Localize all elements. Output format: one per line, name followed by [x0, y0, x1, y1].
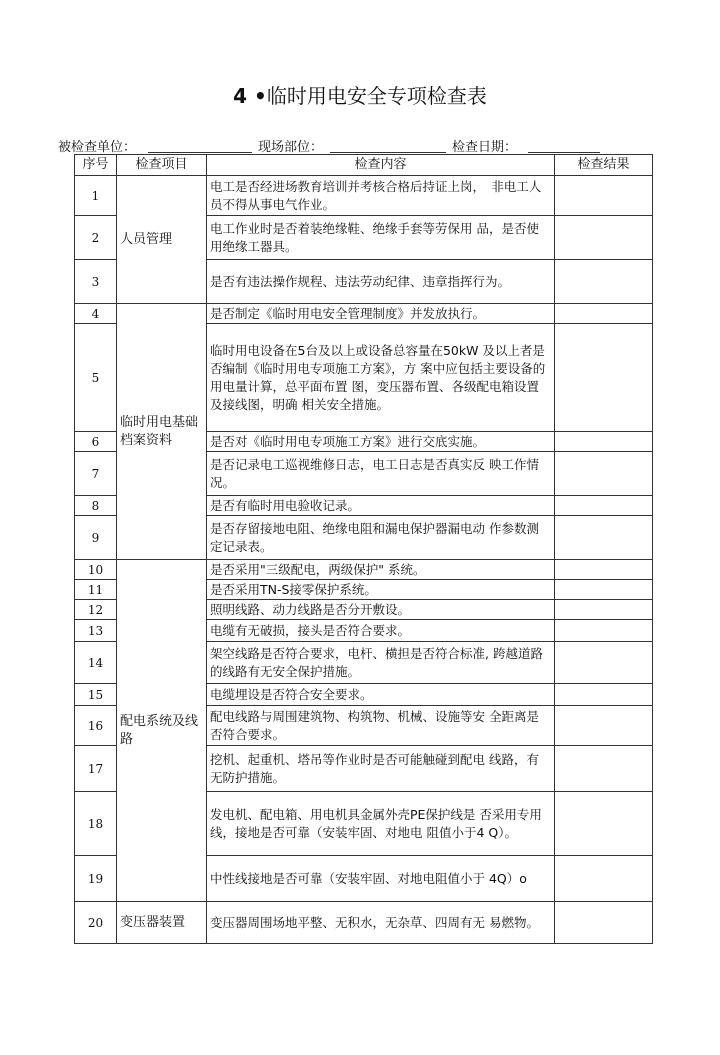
- row-content: 是否记录电工巡视维修日志，电工日志是否真实反 映工作情况。: [207, 452, 555, 496]
- row-content: 架空线路是否符合要求，电杆、横担是否符合标准, 跨越道路的线路有无安全保护措施。: [207, 642, 555, 684]
- row-number: 18: [75, 792, 117, 856]
- row-content: 电工作业时是否着装绝缘鞋、绝缘手套等劳保用 品，是否使用绝缘工器具。: [207, 216, 555, 260]
- result-cell[interactable]: [555, 620, 653, 642]
- row-content: 是否对《临时用电专项施工方案》进行交底实施。: [207, 432, 555, 452]
- row-content: 是否有临时用电验收记录。: [207, 496, 555, 516]
- row-number: 6: [75, 432, 117, 452]
- result-cell[interactable]: [555, 176, 653, 216]
- result-cell[interactable]: [555, 560, 653, 580]
- inspection-date-label: 检查日期：: [452, 140, 518, 155]
- header-content: 检查内容: [207, 155, 555, 176]
- row-content: 是否存留接地电阻、绝缘电阻和漏电保护器漏电动 作参数测定记录表。: [207, 516, 555, 560]
- row-number: 14: [75, 642, 117, 684]
- inspection-table: [74, 154, 653, 944]
- table-row: [75, 902, 653, 944]
- row-number: 10: [75, 560, 117, 580]
- category-personnel: 人员管理: [117, 176, 207, 304]
- row-number: 17: [75, 746, 117, 792]
- title-text: 临时用电安全专项检查表: [266, 84, 487, 108]
- result-cell[interactable]: [555, 432, 653, 452]
- row-number: 16: [75, 706, 117, 746]
- row-number: 19: [75, 856, 117, 902]
- result-cell[interactable]: [555, 856, 653, 902]
- site-location-field[interactable]: [330, 152, 446, 153]
- section-number: 4 •: [233, 84, 267, 108]
- row-content: 是否采用TN-S接零保护系统。: [207, 580, 555, 600]
- result-cell[interactable]: [555, 516, 653, 560]
- row-content: 电工是否经进场教育培训并考核合格后持证上岗， 非电工人员不得从事电气作业。: [207, 176, 555, 216]
- row-content: 电缆埋设是否符合安全要求。: [207, 684, 555, 706]
- row-number: 13: [75, 620, 117, 642]
- row-content: 电缆有无破损，接头是否符合要求。: [207, 620, 555, 642]
- table-row: [75, 304, 653, 324]
- row-number: 12: [75, 600, 117, 620]
- result-cell[interactable]: [555, 600, 653, 620]
- site-location-label: 现场部位：: [258, 140, 324, 155]
- page-title: [0, 80, 720, 109]
- inspection-date-field[interactable]: [528, 152, 600, 153]
- category-distribution-lines: 配电系统及线路: [117, 560, 207, 902]
- category-archives: 临时用电基础档案资料: [117, 304, 207, 560]
- row-number: 7: [75, 452, 117, 496]
- header-item: 检查项目: [117, 155, 207, 176]
- table-header: [75, 155, 653, 176]
- category-transformer: 变压器装置: [117, 902, 207, 944]
- row-content: 是否制定《临时用电安全管理制度》并发放执行。: [207, 304, 555, 324]
- row-number: 2: [75, 216, 117, 260]
- row-content: 是否有违法操作规程、违法劳动纪律、违章指挥行为。: [207, 260, 555, 304]
- result-cell[interactable]: [555, 746, 653, 792]
- row-number: 20: [75, 902, 117, 944]
- result-cell[interactable]: [555, 684, 653, 706]
- row-content: 照明线路、动力线路是否分开敷设。: [207, 600, 555, 620]
- header-no: 序号: [75, 155, 117, 176]
- row-number: 9: [75, 516, 117, 560]
- result-cell[interactable]: [555, 324, 653, 432]
- inspected-unit-field[interactable]: [148, 152, 252, 153]
- result-cell[interactable]: [555, 706, 653, 746]
- result-cell[interactable]: [555, 260, 653, 304]
- row-content: 中性线接地是否可靠（安装牢固、对地电阻值小于 4Q）o: [207, 856, 555, 902]
- row-number: 8: [75, 496, 117, 516]
- row-number: 15: [75, 684, 117, 706]
- result-cell[interactable]: [555, 304, 653, 324]
- table-row: [75, 560, 653, 580]
- result-cell[interactable]: [555, 902, 653, 944]
- row-content: 挖机、起重机、塔吊等作业时是否可能触碰到配电 线路，有无防护措施。: [207, 746, 555, 792]
- table-row: [75, 176, 653, 216]
- row-number: 5: [75, 324, 117, 432]
- row-number: 3: [75, 260, 117, 304]
- inspected-unit-label: 被检查单位：: [58, 140, 137, 155]
- row-content: 是否采用"三级配电，两级保护" 系统。: [207, 560, 555, 580]
- row-content: 配电线路与周围建筑物、构筑物、机械、设施等安 全距离是否符合要求。: [207, 706, 555, 746]
- row-number: 4: [75, 304, 117, 324]
- row-number: 1: [75, 176, 117, 216]
- inspection-meta: [58, 136, 678, 154]
- header-result: 检查结果: [555, 155, 653, 176]
- result-cell[interactable]: [555, 580, 653, 600]
- row-number: 11: [75, 580, 117, 600]
- result-cell[interactable]: [555, 792, 653, 856]
- result-cell[interactable]: [555, 496, 653, 516]
- result-cell[interactable]: [555, 452, 653, 496]
- result-cell[interactable]: [555, 216, 653, 260]
- result-cell[interactable]: [555, 642, 653, 684]
- row-content: 临时用电设备在5台及以上或设备总容量在50kW 及以上者是否编制《临时用电专项施工方案》，方 案中应包括主要设备的用电量计算，总平面布置 图，变压器布置、各级配电箱设置及接线图，明确 相关安全措施。: [207, 324, 555, 432]
- row-content: 发电机、配电箱、用电机具金属外壳PE保护线是 否采用专用线，接地是否可靠（安装牢固、对地电 阻值小于4 Q）。: [207, 792, 555, 856]
- row-content: 变压器周围场地平整、无积水，无杂草、四周有无 易燃物。: [207, 902, 555, 944]
